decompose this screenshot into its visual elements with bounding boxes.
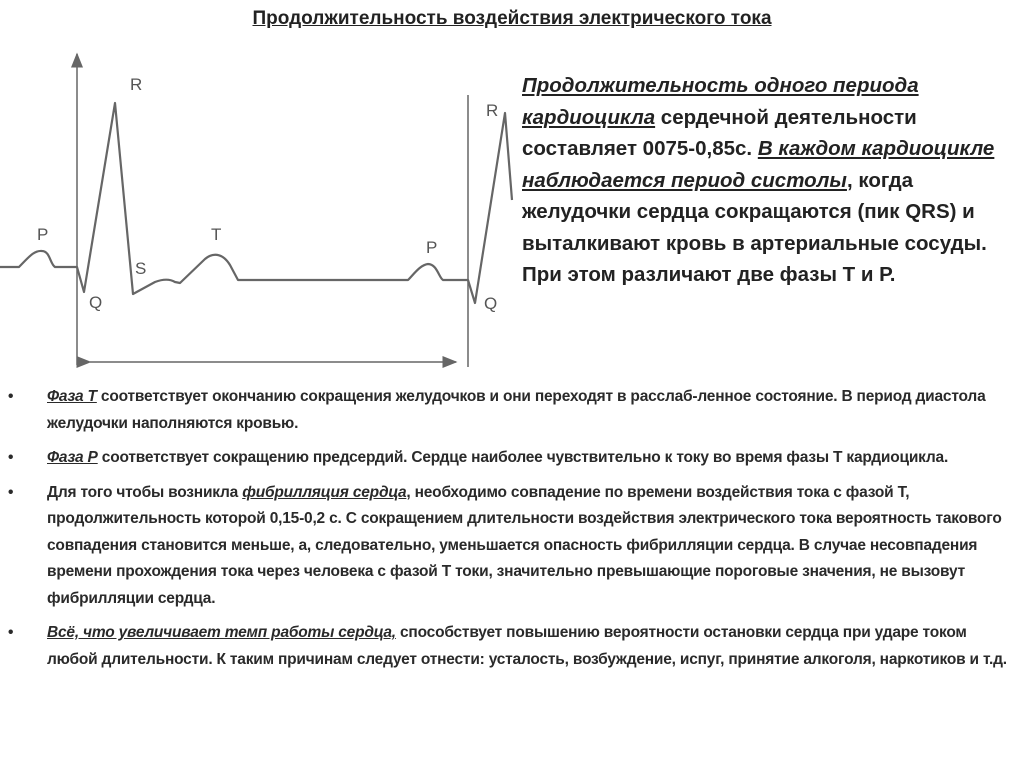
intro-paragraph	[522, 70, 1012, 291]
ecg-label-t: T	[211, 225, 222, 244]
ecg-label-q2: Q	[484, 294, 498, 313]
bullet-text: Для того чтобы возникла	[47, 483, 243, 501]
ecg-label-p: P	[37, 225, 49, 244]
intro-text-2: , когда желудочки сердца сокращаются (пик QRS) и выталкивают кровь в артериальные сосуды. При этом различают две фазы Т и Р.	[522, 168, 987, 286]
intro-emphasis-1: Продолжительность одного периода кардиоцикла	[522, 74, 919, 129]
ecg-diagram	[0, 40, 520, 380]
ecg-label-p2: P	[426, 238, 438, 257]
bullet-emphasis: фибрилляция сердца	[242, 483, 407, 501]
bullet-emphasis: Всё, что увеличивает темп работы сердца,	[47, 624, 396, 641]
ecg-label-r2: R	[486, 101, 499, 120]
bullet-emphasis: Фаза Р	[47, 449, 98, 466]
bullet-emphasis: Фаза Т	[47, 388, 97, 405]
slide-title: Продолжительность воздействия электрического тока	[252, 8, 772, 29]
bullet-text: соответствует сокращению предсердий. Сердце наиболее чувствительно к току во время фазы Т кардиоцикла.	[97, 449, 949, 466]
bullet-text: соответствует окончанию сокращения желудочков и они переходят в расслаб-ленное состояние. В период диастола желудочки наполняются кровью.	[47, 388, 986, 432]
bullet-item	[0, 445, 1024, 472]
bullet-list	[0, 384, 1024, 681]
ecg-label-q: Q	[89, 293, 103, 312]
intro-emphasis-2: В каждом кардиоцикле наблюдается период систолы	[522, 137, 995, 192]
intro-text-1: сердечной деятельности составляет 0075-0,85с.	[522, 105, 917, 160]
ecg-label-r: R	[130, 75, 143, 94]
bullet-text: способствует повышению вероятности остановки сердца при ударе током любой длительности. К таким причинам следует отнести: усталость, возбуждение, испуг, принятие алкоголя, наркотиков и т.д.	[47, 624, 1007, 668]
bullet-item	[0, 480, 1024, 613]
bullet-item	[0, 620, 1024, 673]
ecg-label-s: S	[135, 259, 147, 278]
bullet-item	[0, 384, 1024, 437]
bullet-text: , необходимо совпадение по времени воздействия тока с фазой Т, продолжительность которой 0,15-0,2 с. С сокращением длительности воздействия электрического тока вероятность такового совпадения становится меньше, а, следовательно, уменьшается опасность фибрилляции сердца. В случае несовпадения времени прохождения тока через человека с фазой Т токи, значительно превышающие пороговые значения, не вызовут фибрилляции сердца.	[47, 483, 1002, 607]
